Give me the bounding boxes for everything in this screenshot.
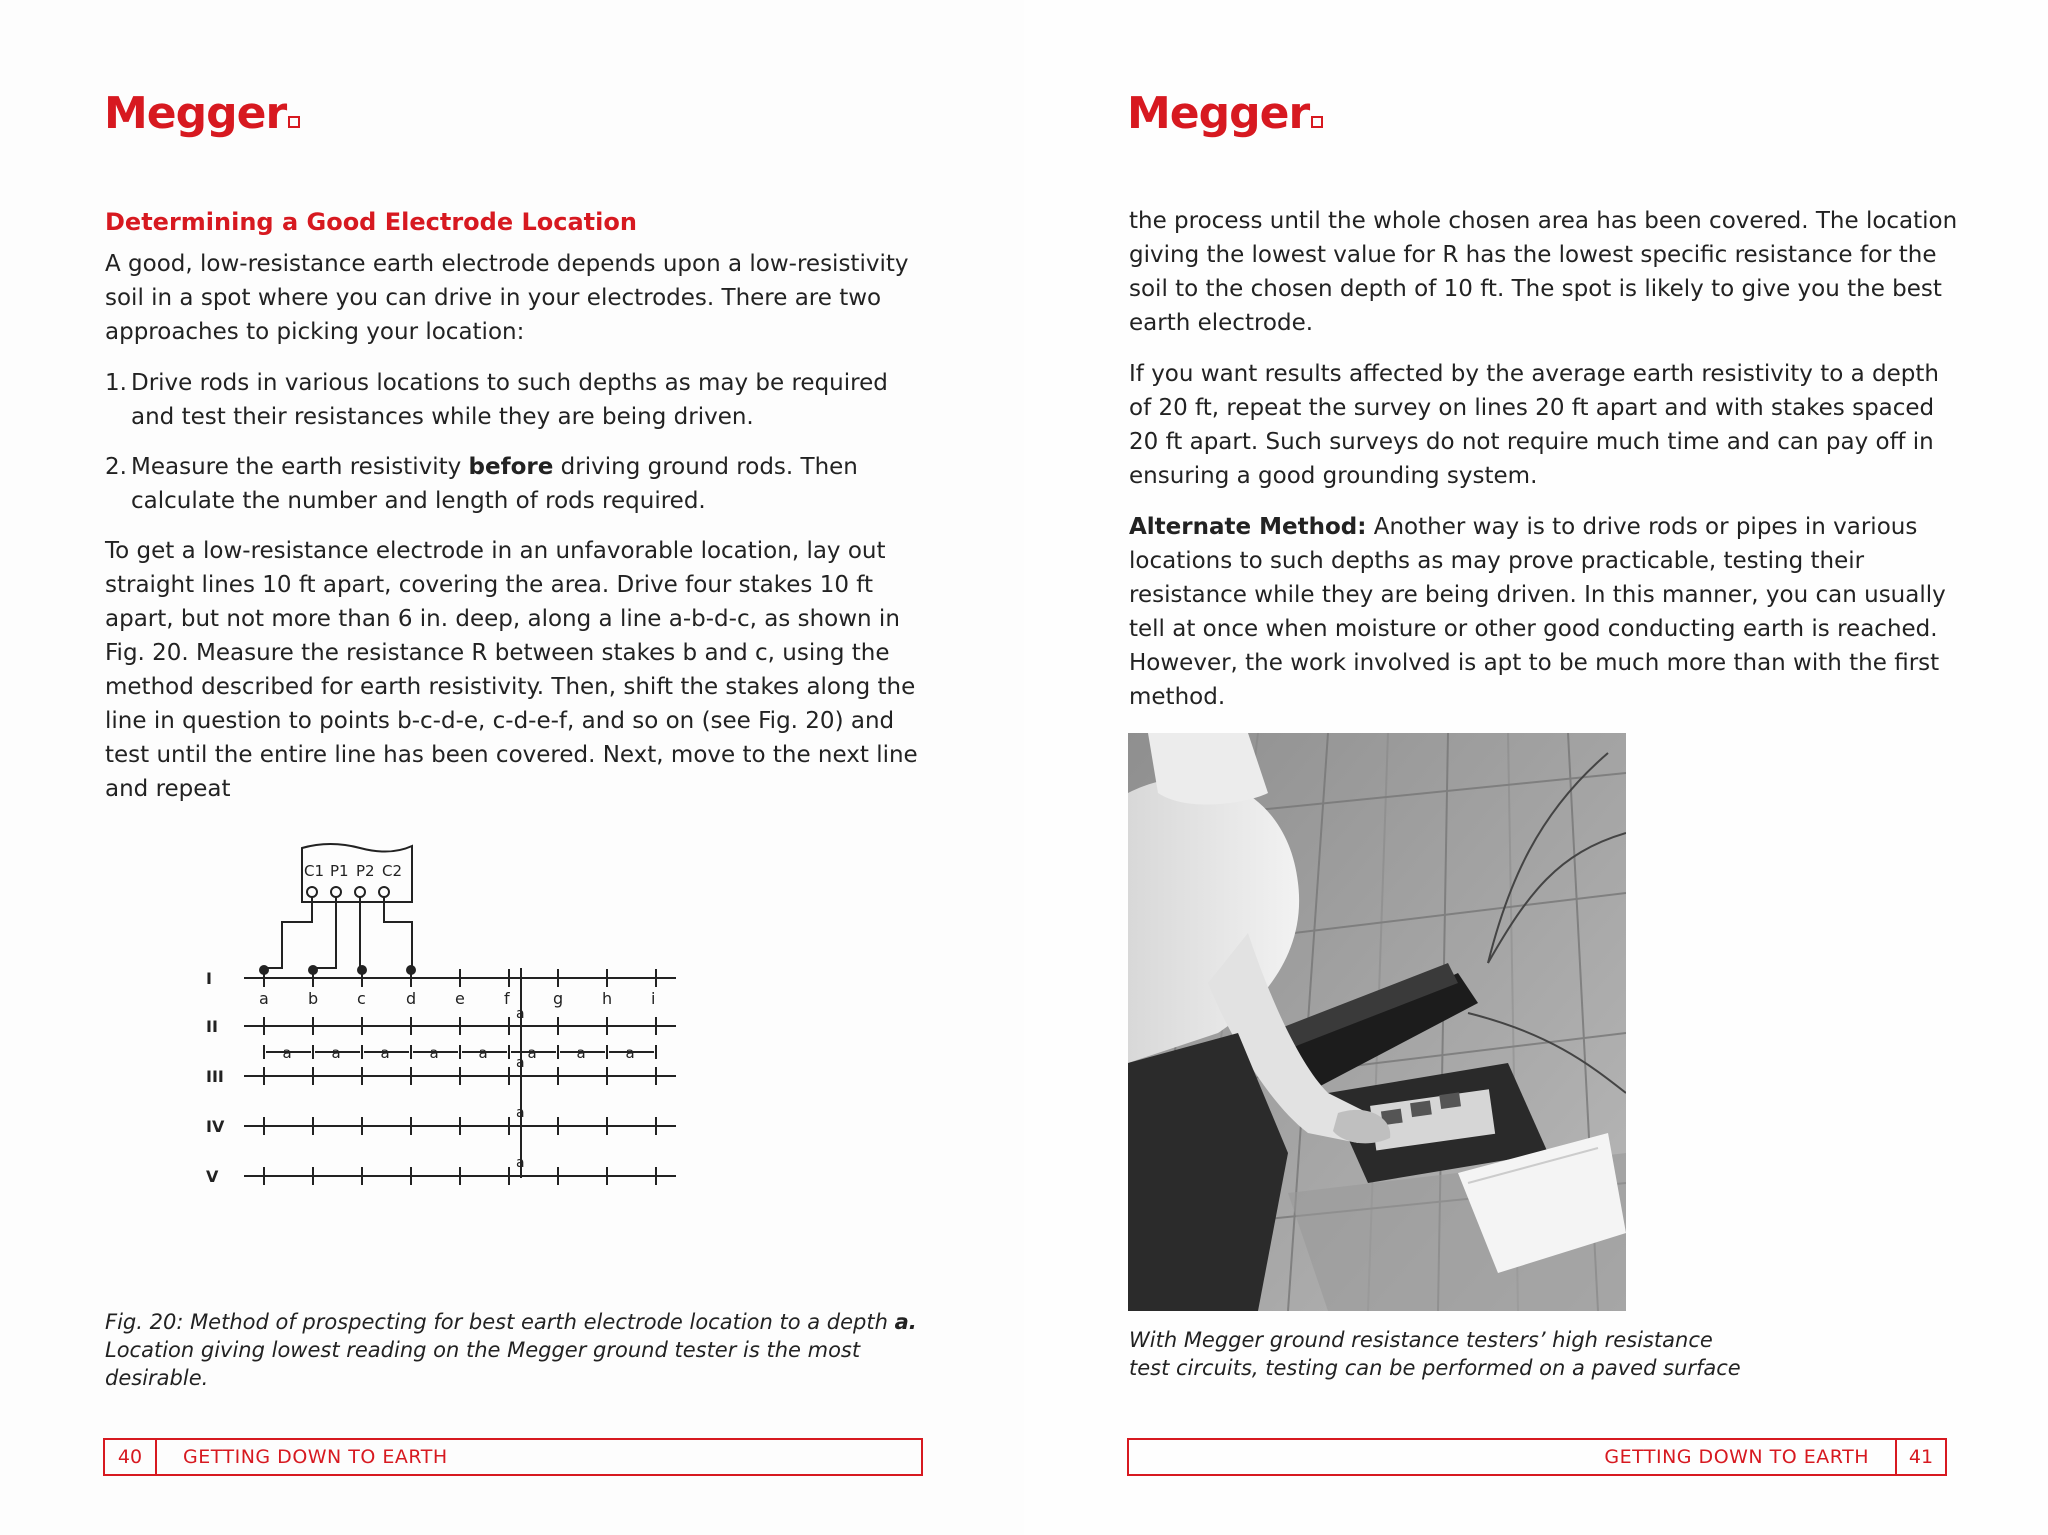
- terminal-post-icon: [355, 887, 365, 897]
- caption-line2: test circuits, testing can be performed on a paved surface: [1129, 1356, 1741, 1380]
- vertical-spacing-label: a: [516, 1055, 525, 1071]
- test-lead-wire: [384, 897, 412, 972]
- vertical-spacing-label: a: [516, 1006, 525, 1022]
- spacing-label: a: [527, 1044, 537, 1062]
- paragraph-2: If you want results affected by the average earth resistivity to a depth of 20 ft, repeat the survey on lines 20 ft apart and with stakes spaced 20 ft apart. Such surveys do not require much time and can pay off in ensuring a good grounding system.: [1129, 361, 1939, 489]
- test-lead-wire: [313, 897, 336, 972]
- logo-text: Megger: [104, 88, 287, 139]
- paragraph-1: the process until the whole chosen area has been covered. The location giving the lowest value for R has the lowest specific resistance for the soil to the chosen depth of 10 ft. The spot is likely to give you the best earth electrode.: [1129, 208, 1958, 336]
- terminal-post-icon: [379, 887, 389, 897]
- paragraph-3-text: Another way is to drive rods or pipes in various locations to such depths as may prove practicable, testing their resistance while they are being driven. In this manner, you can usually tell at once when moisture or other good conducting earth is reached. However, the work involved is apt to be much more than with the first method.: [1129, 514, 1946, 710]
- terminal-label: P2: [356, 862, 375, 880]
- row-label: II: [206, 1017, 218, 1036]
- stake-label: i: [651, 989, 656, 1008]
- section-heading: Determining a Good Electrode Location: [105, 208, 637, 236]
- list-text-after: driving ground rods. Then calculate the number and length of rods required.: [131, 454, 858, 514]
- stake-label: h: [602, 989, 613, 1008]
- row-label: IV: [206, 1117, 225, 1136]
- photo-caption: [1129, 1326, 1829, 1382]
- stake-label: e: [455, 989, 465, 1008]
- stake-label: f: [504, 989, 510, 1008]
- page-number: 40: [117, 1446, 143, 1468]
- spacing-label: a: [625, 1044, 635, 1062]
- list-item-1: [105, 366, 925, 434]
- alternate-method-label: Alternate Method:: [1129, 514, 1367, 540]
- logo-dot-icon: [1311, 116, 1323, 128]
- caption-line2: Location giving lowest reading on the Megger ground tester is the most desirable.: [105, 1338, 861, 1390]
- spacing-label: a: [331, 1044, 341, 1062]
- list-text-before: Measure the earth resistivity: [131, 454, 469, 480]
- page-number: 41: [1908, 1446, 1934, 1468]
- list-text: [105, 450, 925, 518]
- paragraph-3: [1129, 510, 1959, 714]
- stake-label: d: [406, 989, 417, 1008]
- test-lead-wire: [264, 897, 312, 972]
- spacing-label: a: [380, 1044, 390, 1062]
- stake-label: b: [308, 989, 319, 1008]
- row-label: V: [206, 1167, 219, 1186]
- test-lead-wire: [360, 897, 362, 972]
- megger-logo: [1127, 88, 1323, 139]
- row-label: III: [206, 1067, 224, 1086]
- logo-dot-icon: [288, 116, 300, 128]
- list-text: Drive rods in various locations to such depths as may be required and test their resistances while they are being driven.: [131, 370, 888, 430]
- list-text-bold: before: [468, 454, 554, 480]
- stake-label: a: [259, 989, 269, 1008]
- terminal-post-icon: [307, 887, 317, 897]
- field-test-photo: [1128, 733, 1626, 1311]
- list-item-2: [105, 450, 925, 518]
- terminal-label: C2: [382, 862, 403, 880]
- spacing-label: a: [478, 1044, 488, 1062]
- spacing-label: a: [282, 1044, 292, 1062]
- row-label: I: [206, 969, 212, 988]
- intro-paragraph: A good, low-resistance earth electrode depends upon a low-resistivity soil in a spot where you can drive in your electrodes. There are two approaches to picking your location:: [105, 251, 909, 345]
- footer-bar: [103, 1438, 923, 1476]
- figure-caption: [105, 1308, 955, 1392]
- logo-text: Megger: [1127, 88, 1310, 139]
- footer-title: GETTING DOWN TO EARTH: [1604, 1446, 1869, 1468]
- megger-logo: [104, 88, 300, 139]
- caption-line1: Fig. 20: Method of prospecting for best earth electrode location to a depth: [105, 1310, 895, 1334]
- terminal-label: C1: [304, 862, 325, 880]
- spacing-label: a: [429, 1044, 439, 1062]
- stake-label: g: [553, 989, 564, 1008]
- main-paragraph: To get a low-resistance electrode in an unfavorable location, lay out straight lines 10 ft apart, covering the area. Drive four stakes 10 ft apart, but not more than 6 in. deep, along a line a-b-d-c, as shown in Fig. 20. Measure the resistance R between stakes b and c, using the method described for earth resistivity. Then, shift the stakes along the line in question to points b-c-d-e, c-d-e-f, and so on (see Fig. 20) and test until the entire line has been covered. Next, move to the next line and repeat: [105, 538, 918, 802]
- vertical-spacing-label: a: [516, 1155, 525, 1171]
- caption-line1: With Megger ground resistance testers’ high resistance: [1129, 1328, 1713, 1352]
- spacing-label: a: [576, 1044, 586, 1062]
- terminal-label: P1: [330, 862, 349, 880]
- terminal-post-icon: [331, 887, 341, 897]
- list-number: 1.: [105, 370, 127, 396]
- footer-bar: [1127, 1438, 1947, 1476]
- footer-title: GETTING DOWN TO EARTH: [183, 1446, 448, 1468]
- vertical-spacing-label: a: [516, 1105, 525, 1121]
- list-number: 2.: [105, 454, 127, 480]
- figure-20-diagram: [200, 830, 820, 1270]
- stake-label: c: [357, 989, 366, 1008]
- caption-bold: a.: [894, 1310, 917, 1334]
